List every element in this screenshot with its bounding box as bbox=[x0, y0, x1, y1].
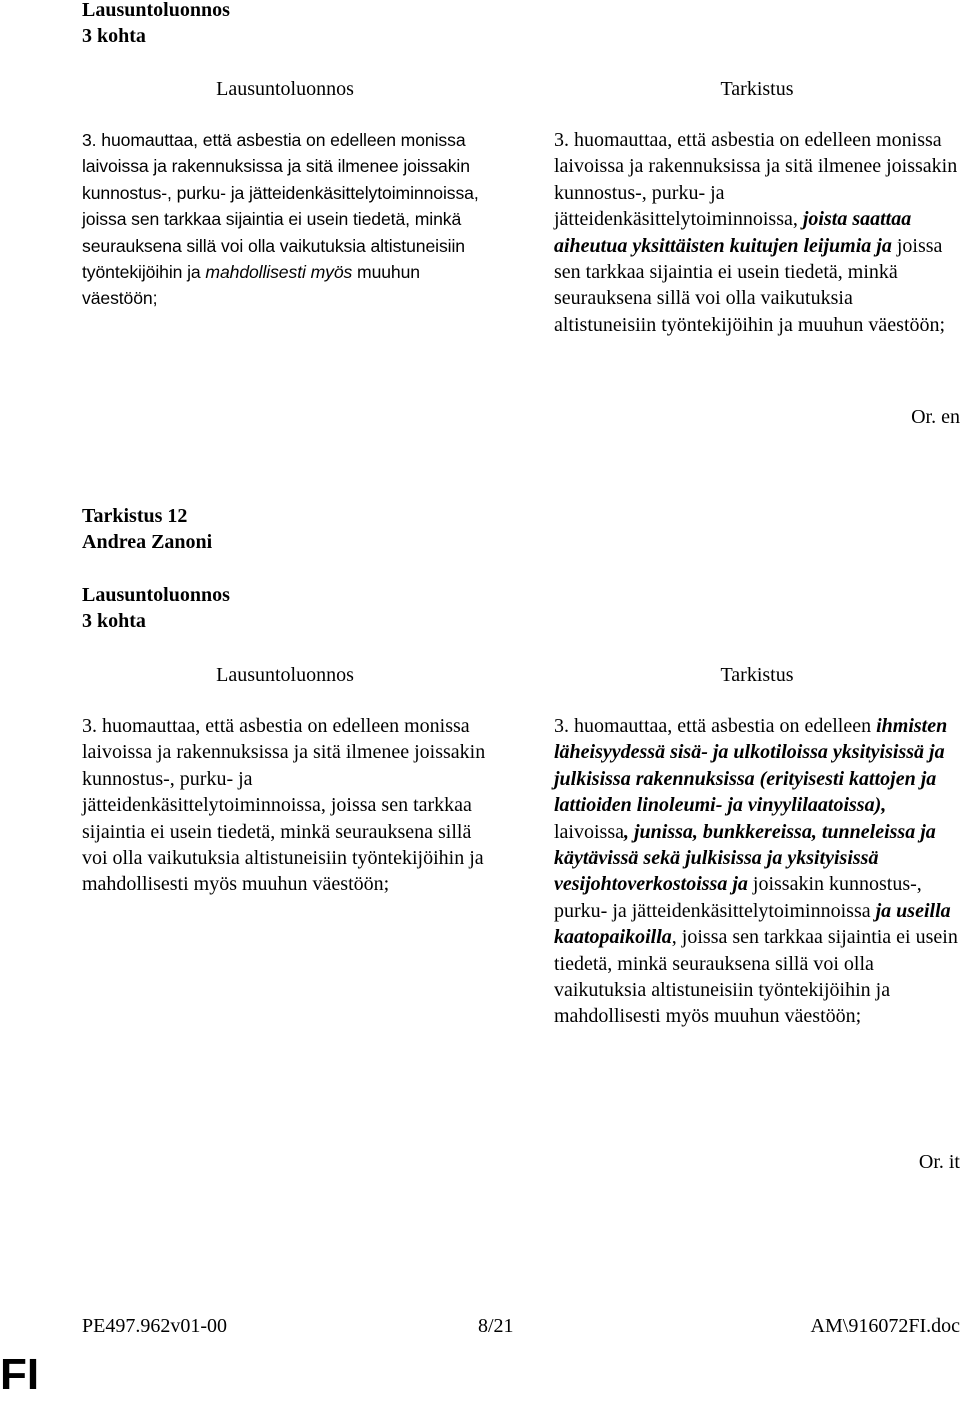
draft-text bbox=[82, 127, 488, 312]
inserted-text: , junissa, bunkkereissa, tunneleissa ja käytävissä sekä julkisissa ja yksityisissä vesijohtoverkostoissa ja bbox=[554, 820, 936, 896]
language-code: FI bbox=[0, 1350, 40, 1399]
original-language: Or. en bbox=[911, 406, 960, 428]
original-language: Or. it bbox=[918, 1151, 960, 1173]
footer-file-name: AM\916072FI.doc bbox=[810, 1315, 960, 1337]
heading-title: Lausuntoluonnos bbox=[82, 584, 230, 606]
text-run: joissa sen tarkkaa sijaintia ei usein tiedetä, minkä seurauksena sillä voi olla vaikutuksia altistuneisiin työntekijöihin ja muuhun väestöön; bbox=[554, 234, 946, 336]
inserted-text: joista saattaa aiheutua yksittäisten kuitujen leijumia ja bbox=[554, 208, 912, 257]
draft-text bbox=[82, 713, 488, 898]
heading-paragraph: 3 kohta bbox=[82, 25, 146, 48]
deleted-text: mahdollisesti myös bbox=[205, 262, 353, 283]
section-heading bbox=[82, 582, 230, 635]
text-run: 3. huomauttaa, että asbestia on edelleen monissa laivoissa ja rakennuksissa ja sitä ilmenee joissakin kunnostus-, purku- ja jätteidenkäsittelytoiminnoissa, bbox=[554, 129, 958, 231]
inserted-text: ihmisten läheisyydessä sisä- ja ulkotiloissa yksityisissä ja julkisissa rakennuksissa (erityisesti kattojen ja lattioiden linoleumi- ja vinyylilaatoissa), bbox=[554, 715, 948, 817]
column-header-amendment: Tarkistus bbox=[720, 78, 794, 100]
column-header-draft: Lausuntoluonnos bbox=[216, 78, 354, 100]
text-run: laivoissa bbox=[554, 820, 624, 843]
amendment-text bbox=[554, 127, 960, 338]
column-header-amendment: Tarkistus bbox=[720, 664, 794, 686]
footer-doc-ref: PE497.962v01-00 bbox=[82, 1315, 227, 1337]
heading-title: Lausuntoluonnos bbox=[82, 0, 230, 21]
amendment-number: Tarkistus 12 bbox=[82, 505, 188, 527]
text-run: , joissa sen tarkkaa sijaintia ei usein tiedetä, minkä seurauksena sillä voi olla vaikutuksia altistuneisiin työntekijöihin ja mahdollisesti myös muuhun väestöön; bbox=[554, 926, 958, 1028]
footer-page-number: 8/21 bbox=[478, 1315, 514, 1337]
amendment-author: Andrea Zanoni bbox=[82, 531, 213, 554]
heading-paragraph: 3 kohta bbox=[82, 610, 146, 633]
text-run: muuhun väestöön; bbox=[82, 262, 420, 309]
text-run: joissakin kunnostus-, purku- ja jätteidenkäsittelytoiminnoissa bbox=[554, 873, 922, 922]
inserted-text: ja useilla kaatopaikoilla bbox=[554, 899, 951, 949]
amendment-heading bbox=[82, 503, 212, 556]
section-heading bbox=[82, 0, 230, 50]
column-header-draft: Lausuntoluonnos bbox=[216, 664, 354, 686]
text-run: 3. huomauttaa, että asbestia on edelleen monissa laivoissa ja rakennuksissa ja sitä ilmenee joissakin kunnostus-, purku- ja jätteidenkäsittelytoiminnoissa, joissa sen tarkkaa sijaintia ei usein tiedetä, minkä seurauksena sillä voi olla vaikutuksia altistuneisiin työntekijöihin ja bbox=[82, 130, 479, 283]
text-run: 3. huomauttaa, että asbestia on edelleen bbox=[554, 715, 877, 737]
amendment-text bbox=[554, 713, 960, 1030]
text-run: 3. huomauttaa, että asbestia on edelleen monissa laivoissa ja rakennuksissa ja sitä ilmenee joissakin kunnostus-, purku- ja jätteidenkäsittelytoiminnoissa, joissa sen tarkkaa sijaintia ei usein tiedetä, minkä seurauksena sillä voi olla vaikutuksia altistuneisiin työntekijöihin ja mahdollisesti myös muuhun väestöön; bbox=[82, 715, 486, 896]
